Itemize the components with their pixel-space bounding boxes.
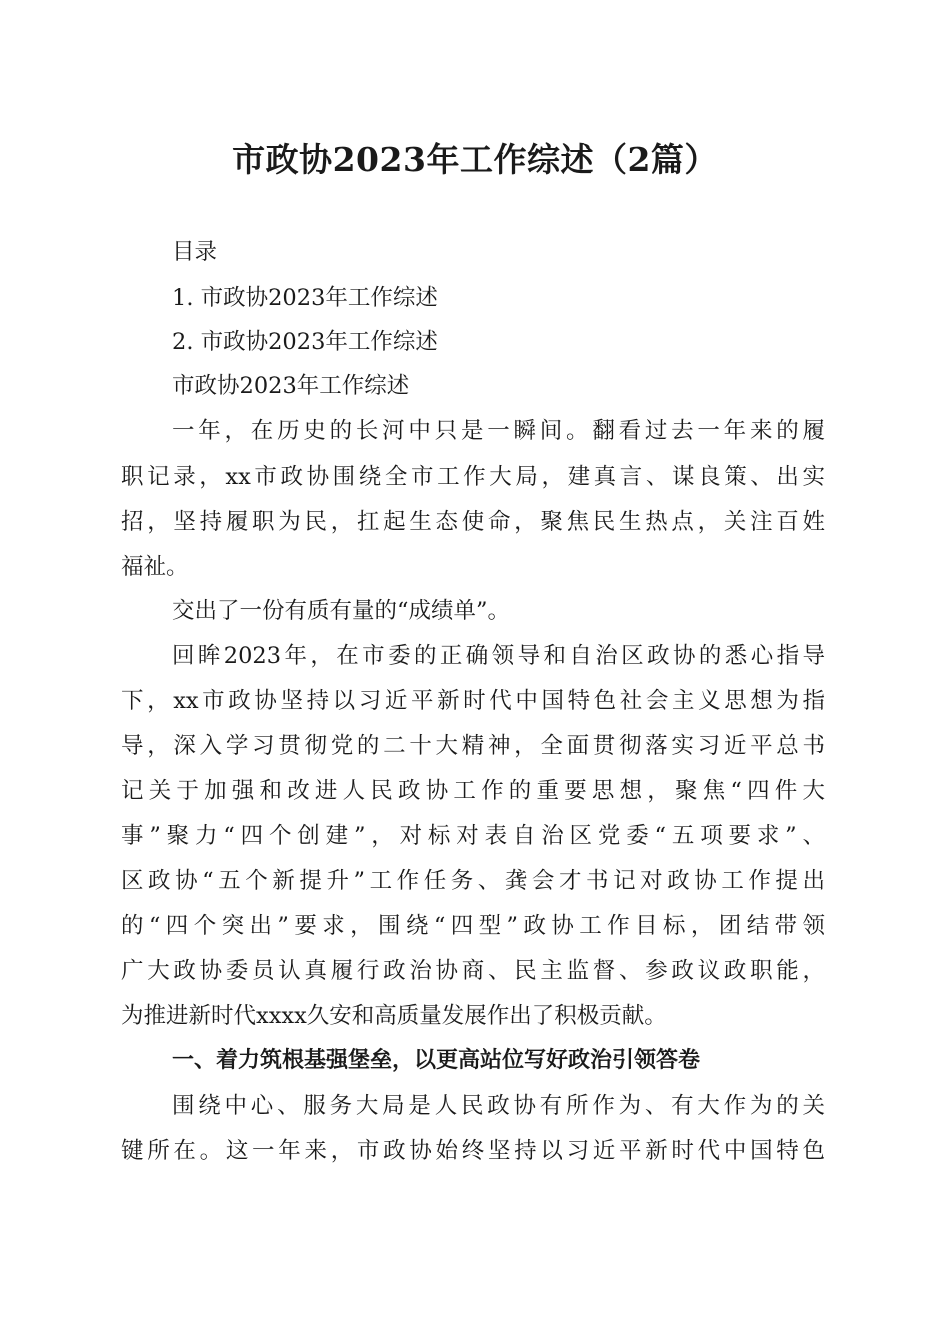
paragraph-line: 下，xx市政协坚持以习近平新时代中国特色社会主义思想为指 <box>121 688 825 714</box>
paragraph-line: 记关于加强和改进人民政协工作的重要思想，聚焦“四件大 <box>121 778 825 804</box>
paragraph-line: 导，深入学习贯彻党的二十大精神，全面贯彻落实习近平总书 <box>121 733 825 759</box>
paragraph-line: 键所在。这一年来，市政协始终坚持以习近平新时代中国特色 <box>121 1138 825 1164</box>
toc-label: 目录 <box>172 239 218 265</box>
paragraph-line: 围绕中心、服务大局是人民政协有所作为、有大作为的关 <box>172 1093 825 1119</box>
paragraph-line: 职记录，xx市政协围绕全市工作大局，建真言、谋良策、出实 <box>121 464 825 490</box>
paragraph-line: 广大政协委员认真履行政治协商、民主监督、参政议政职能， <box>121 958 825 984</box>
paragraph-line: 为推进新时代xxxx久安和高质量发展作出了积极贡献。 <box>121 1003 667 1029</box>
paragraph-line: 一年，在历史的长河中只是一瞬间。翻看过去一年来的履 <box>172 418 825 444</box>
toc-item: 1. 市政协2023年工作综述 <box>172 285 438 311</box>
section-heading: 一、着力筑根基强堡垒，以更高站位写好政治引领答卷 <box>172 1048 701 1073</box>
paragraph-line: 的“四个突出”要求，围绕“四型”政协工作目标，团结带领 <box>121 913 825 939</box>
article-title: 市政协2023年工作综述 <box>172 373 410 399</box>
toc-item: 2. 市政协2023年工作综述 <box>172 329 438 355</box>
paragraph-line: 招，坚持履职为民，扛起生态使命，聚焦民生热点，关注百姓 <box>121 509 825 535</box>
paragraph-line: 区政协“五个新提升”工作任务、龚会才书记对政协工作提出 <box>121 868 825 894</box>
paragraph-line: 福祉。 <box>121 554 189 580</box>
paragraph-line: 回眸2023年，在市委的正确领导和自治区政协的悉心指导 <box>172 643 825 669</box>
paragraph-line: 交出了一份有质有量的“成绩单”。 <box>172 598 511 624</box>
paragraph-line: 事”聚力“四个创建”，对标对表自治区党委“五项要求”、 <box>121 823 825 849</box>
document-title: 市政协2023年工作综述（2篇） <box>232 140 718 179</box>
